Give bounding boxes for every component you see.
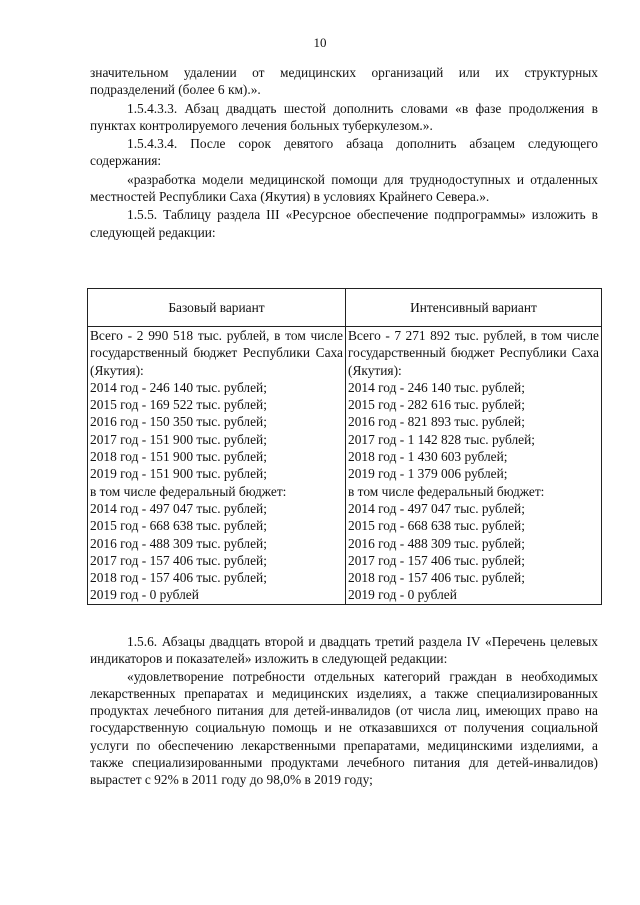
base-total-intro: Всего - 2 990 518 тыс. рублей, в том числе государственный бюджет Республики Саха (Якутия): [90,328,343,378]
table-line: 2018 год - 157 406 тыс. рублей; [90,570,267,586]
table-line: 2019 год - 0 рублей [348,587,457,603]
paragraph-1-5-4-3-4: 1.5.4.3.4. После сорок девятого абзаца дополнить абзацем следующего содержания: [90,136,598,169]
paragraph-continuation: значительном удалении от медицинских организаций или их структурных подразделений (более 6 км).». [90,65,598,98]
table-line: 2017 год - 151 900 тыс. рублей; [90,431,267,447]
table-line: в том числе федеральный бюджет: [90,483,287,499]
table-line: 2015 год - 169 522 тыс. рублей; [90,397,267,413]
paragraph-1-5-4-3-3: 1.5.4.3.3. Абзац двадцать шестой дополнить словами «в фазе продолжения в пунктах контролируемого лечения больных туберкулезом.». [90,100,598,133]
table-line: 2017 год - 1 142 828 тыс. рублей; [348,431,535,447]
paragraph-1-5-5: 1.5.5. Таблицу раздела III «Ресурсное обеспечение подпрограммы» изложить в следующей редакции: [90,207,598,240]
table-line: в том числе федеральный бюджет: [348,483,545,499]
paragraph-1-5-6: 1.5.6. Абзацы двадцать второй и двадцать третий раздела IV «Перечень целевых индикаторов и показателей» изложить в следующей редакции: [90,634,598,667]
paragraph-quote-indicator: «удовлетворение потребности отдельных категорий граждан в необходимых лекарственных препаратах и медицинских изделиях, а также специализированных продуктах лечебного питания для детей-инвалидов (от числа лиц, имеющих право на государственную социальную помощь и не отказавшихся от получения социальной услуги по обеспечению лекарственными препаратами, медицинскими изделиями, а также специализированными продуктами лечебного питания для детей-инвалидов) вырастет с 92% в 2011 году до 98,0% в 2019 году; [90,668,598,788]
table-row [88,327,602,605]
table-line: 2014 год - 497 047 тыс. рублей; [348,500,525,516]
top-text-block [90,64,598,241]
cell-intensive-variant [346,327,602,605]
page-number: 10 [313,35,327,50]
table-line: 2016 год - 488 309 тыс. рублей; [90,535,267,551]
table-line: 2015 год - 282 616 тыс. рублей; [348,397,525,413]
table-line: 2014 год - 246 140 тыс. рублей; [90,379,267,395]
table-line: 2015 год - 668 638 тыс. рублей; [90,518,267,534]
resource-table [87,288,602,605]
table-line: 2016 год - 150 350 тыс. рублей; [90,414,267,430]
table-line: 2014 год - 246 140 тыс. рублей; [348,379,525,395]
table-line: 2017 год - 157 406 тыс. рублей; [90,552,267,568]
table-line: 2018 год - 151 900 тыс. рублей; [90,449,267,465]
table-header-row [88,289,602,327]
table-line: 2015 год - 668 638 тыс. рублей; [348,518,525,534]
cell-base-variant [88,327,346,605]
table-line: 2017 год - 157 406 тыс. рублей; [348,552,525,568]
table-line: 2019 год - 0 рублей [90,587,199,603]
table-line: 2018 год - 157 406 тыс. рублей; [348,570,525,586]
table-line: 2019 год - 151 900 тыс. рублей; [90,466,267,482]
table-line: 2014 год - 497 047 тыс. рублей; [90,500,267,516]
header-base-variant: Базовый вариант [88,289,346,327]
bottom-text-block [90,633,598,789]
table-line: 2018 год - 1 430 603 рублей; [348,449,508,465]
table-line: 2016 год - 488 309 тыс. рублей; [348,535,525,551]
intensive-total-intro: Всего - 7 271 892 тыс. рублей, в том числе государственный бюджет Республики Саха (Якутия): [348,328,599,378]
table-line: 2016 год - 821 893 тыс. рублей; [348,414,525,430]
paragraph-quote-model: «разработка модели медицинской помощи для труднодоступных и отдаленных местностей Республики Саха (Якутия) в условиях Крайнего Севера.». [90,171,598,205]
header-intensive-variant: Интенсивный вариант [346,289,602,327]
table-line: 2019 год - 1 379 006 рублей; [348,466,508,482]
